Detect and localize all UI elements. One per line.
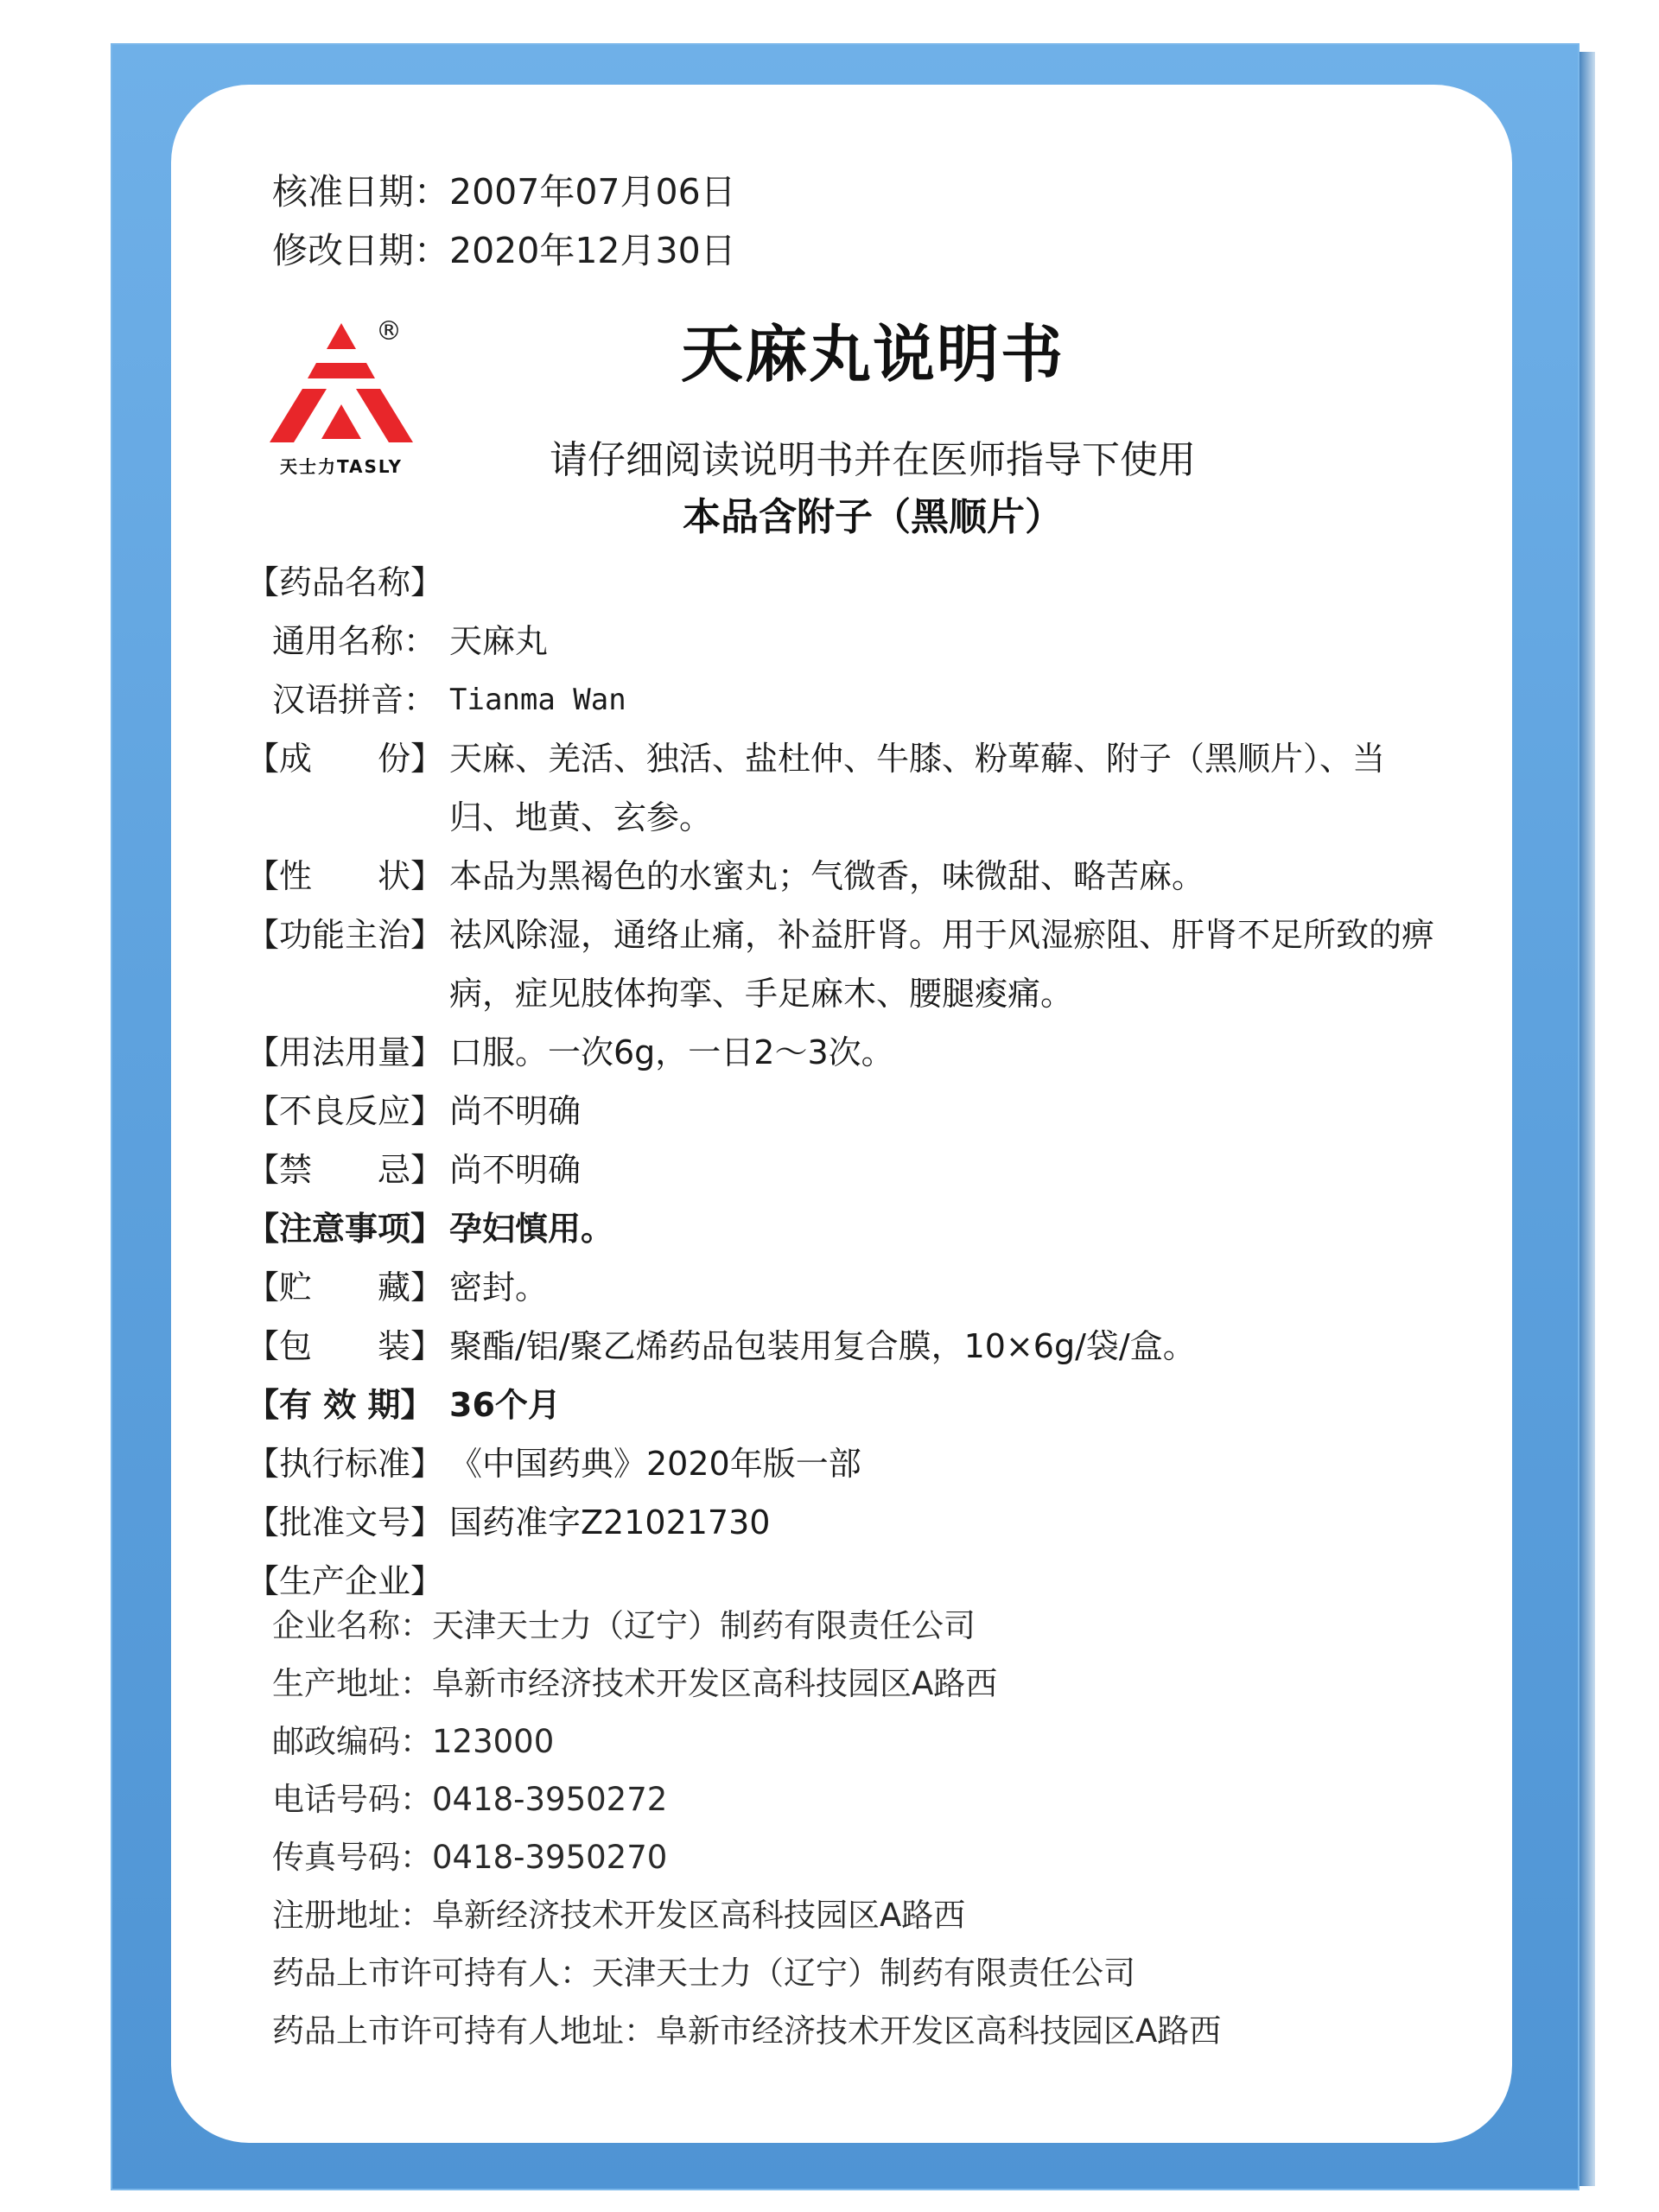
holder-row [272,1944,1221,2002]
section-ingredients [246,729,1473,847]
postcode-label: 邮政编码： [272,1723,432,1760]
postcode-value: 123000 [432,1723,555,1760]
character-label: 【性 状】 [246,857,444,895]
function-value: 祛风除湿，通络止痛，补益肝肾。用于风湿瘀阻、肝肾不足所致的痹病，症见肢体拘挛、手足麻木、腰腿痠痛。 [449,916,1435,1013]
company-address-label: 生产地址： [272,1665,432,1702]
reg-address-row [272,1886,1221,1944]
holder-value: 天津天士力（辽宁）制药有限责任公司 [592,1955,1135,1992]
standard-value: 《中国药典》2020年版一部 [449,1445,861,1483]
usage-value: 口服。一次6g，一日2～3次。 [449,1033,894,1071]
company-name-label: 企业名称： [272,1607,432,1644]
reg-address-value: 阜新经济技术开发区高科技园区A路西 [432,1897,966,1934]
company-name-value: 天津天士力（辽宁）制药有限责任公司 [432,1607,976,1644]
holder-address-row [272,2002,1221,2060]
section-caution [246,1199,1473,1258]
approve-date-label: 核准日期： [272,171,449,213]
character-value: 本品为黑褐色的水蜜丸；气微香，味微甜、略苦麻。 [449,857,1205,895]
caution-value: 孕妇慎用。 [449,1210,614,1248]
company-address-value: 阜新市经济技术开发区高科技园区A路西 [432,1665,998,1702]
page-title: 天麻丸说明书 [680,318,1065,391]
box-side-edge [1580,52,1595,2186]
section-storage [246,1258,1473,1317]
section-contraindications [246,1141,1473,1199]
contraindications-value: 尚不明确 [449,1151,582,1189]
drug-name-label: 【药品名称】 [246,563,444,601]
section-package [246,1317,1473,1376]
standard-label: 【执行标准】 [246,1445,444,1483]
adverse-label: 【不良反应】 [246,1092,444,1130]
phone-label: 电话号码： [272,1781,432,1818]
company-address-row [272,1655,1221,1713]
holder-address-label: 药品上市许可持有人地址： [272,2012,656,2050]
ingredient-warning: 本品含附子（黑顺片） [683,495,1063,539]
manufacturer-label: 【生产企业】 [246,1562,444,1600]
validity-label: 【有 效 期】 [246,1386,434,1424]
generic-name-row [246,612,1473,671]
fax-value: 0418-3950270 [432,1839,668,1876]
fax-row [272,1828,1221,1886]
pinyin-label: 汉语拼音： [272,681,437,719]
storage-label: 【贮 藏】 [246,1268,444,1306]
holder-address-value: 阜新市经济技术开发区高科技园区A路西 [656,2012,1222,2050]
fax-label: 传真号码： [272,1839,432,1876]
usage-label: 【用法用量】 [246,1033,444,1071]
approve-date-value: 2007年07月06日 [449,171,736,213]
section-adverse [246,1082,1473,1141]
dates-block [272,162,736,280]
modify-date-value: 2020年12月30日 [449,230,736,271]
read-notice: 请仔细阅读说明书并在医师指导下使用 [550,438,1196,482]
phone-value: 0418-3950272 [432,1781,668,1818]
contraindications-label: 【禁 忌】 [246,1151,444,1189]
phone-row [272,1770,1221,1828]
company-name-row [272,1597,1221,1655]
postcode-row [272,1713,1221,1770]
section-validity [246,1376,1473,1434]
function-label: 【功能主治】 [246,916,444,954]
generic-name-value: 天麻丸 [449,622,549,660]
modify-date [272,221,736,280]
reg-address-label: 注册地址： [272,1897,432,1934]
ingredients-label: 【成 份】 [246,740,444,778]
sections-block [246,553,1473,1611]
ingredients-value: 天麻、羌活、独活、盐杜仲、牛膝、粉萆薢、附子（黑顺片）、当归、地黄、玄参。 [449,740,1386,836]
pinyin-value: Tianma Wan [449,683,626,717]
holder-label: 药品上市许可持有人： [272,1955,592,1992]
validity-value: 36个月 [449,1386,561,1424]
section-function [246,906,1473,1023]
section-standard [246,1434,1473,1493]
approval-value: 国药准字Z21021730 [449,1503,771,1541]
pinyin-row [246,671,1473,729]
approve-date [272,162,736,221]
generic-name-label: 通用名称： [272,622,437,660]
company-info [272,1597,1221,2060]
storage-value: 密封。 [449,1268,549,1306]
section-character [246,847,1473,906]
registered-mark: ® [376,316,402,346]
logo-brand-text: 天士力TASLY [279,456,404,477]
approval-label: 【批准文号】 [246,1503,444,1541]
package-label: 【包 装】 [246,1327,444,1365]
section-drug-name [246,553,1473,612]
caution-label: 【注意事项】 [246,1210,444,1248]
adverse-value: 尚不明确 [449,1092,582,1130]
section-approval [246,1493,1473,1552]
section-usage [246,1023,1473,1082]
modify-date-label: 修改日期： [272,230,449,271]
package-value: 聚酯/铝/聚乙烯药品包装用复合膜，10×6g/袋/盒。 [449,1327,1196,1365]
